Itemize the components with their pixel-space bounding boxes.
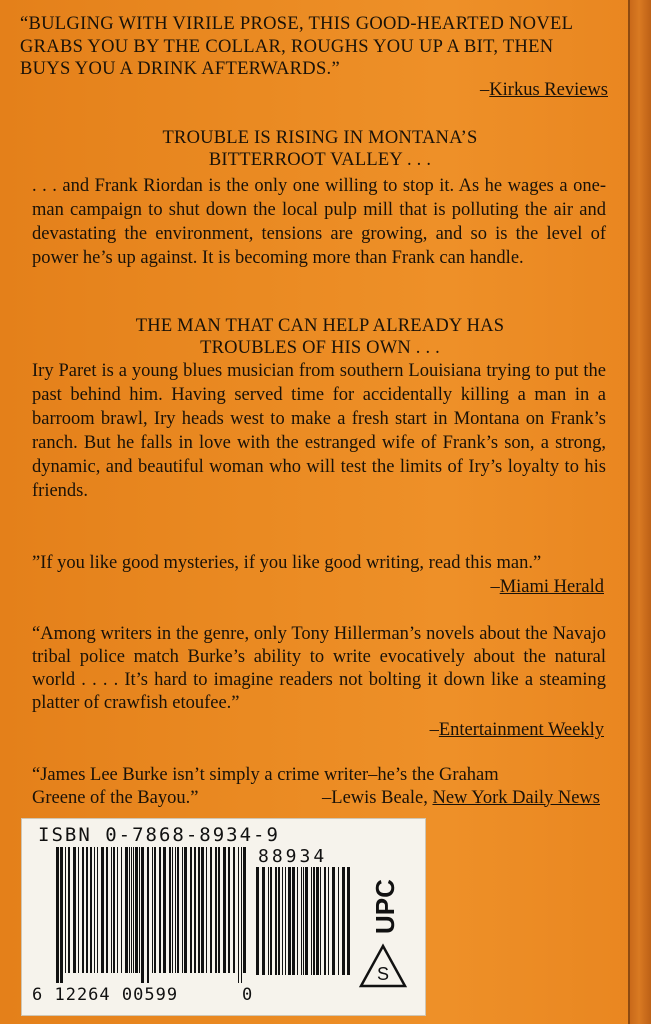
barcode-bar: [311, 867, 312, 975]
barcode-bar: [241, 847, 242, 983]
miami-herald-dash: –: [490, 577, 500, 597]
barcode-bar: [169, 847, 171, 973]
barcode-bar: [135, 847, 138, 973]
barcode-bar: [129, 847, 130, 973]
barcode-bar: [113, 847, 115, 973]
book-spine: [628, 0, 651, 1024]
barcode-bar: [184, 847, 187, 973]
entertainment-weekly-dash: –: [429, 720, 439, 740]
upc-supplement-number: 88934: [258, 846, 328, 867]
barcode-bar: [106, 847, 108, 973]
barcode-bar: [297, 867, 298, 975]
barcode-bar: [324, 867, 326, 975]
barcode-bar: [288, 867, 291, 975]
heading-man-can-help-line2: TROUBLES OF HIS OWN . . .: [200, 338, 440, 358]
isbn-number: ISBN 0-7868-8934-9: [38, 824, 280, 846]
barcode-bar: [194, 847, 196, 973]
upc-label: [370, 879, 401, 934]
barcode-bar: [147, 847, 149, 983]
entertainment-weekly-attribution: [340, 720, 604, 741]
barcode-bar: [97, 847, 98, 973]
barcode-bar: [338, 867, 339, 975]
barcode-bar: [303, 867, 304, 975]
barcode-bar: [65, 847, 66, 973]
barcode-bar: [90, 847, 92, 973]
kirkus-quote-line2: GRABS YOU BY THE COLLAR, ROUGHS YOU UP A BIT, THEN: [20, 36, 554, 57]
heading-trouble-rising-line2: BITTERROOT VALLEY . . .: [208, 150, 432, 170]
barcode-bar: [270, 867, 272, 975]
barcode-sticker: [21, 818, 426, 1016]
barcode-bar: [117, 847, 118, 973]
barcode-bar: [278, 867, 280, 975]
barcode-bar: [292, 867, 295, 975]
barcode-bar: [342, 867, 345, 975]
kirkus-quote-line3: BUYS YOU A DRINK AFTERWARDS.”: [20, 59, 340, 79]
barcode-bar: [82, 847, 84, 973]
barcode-bar: [125, 847, 128, 973]
barcode-bar: [301, 867, 302, 975]
barcode-bar: [313, 867, 315, 975]
barcode-bar: [68, 847, 70, 973]
barcode-bar: [56, 847, 59, 983]
daily-news-quote-line1: “James Lee Burke isn’t simply a crime writer–he’s the Graham: [32, 765, 499, 785]
barcode-bar: [198, 847, 200, 973]
paragraph-iry-paret: Iry Paret is a young blues musician from southern Louisiana trying to put the past behind him. Having served time for accidentally killing a man in a barroom brawl, Iry heads west to make a fresh start in Montana on Frank’s ranch. But he falls in love with the estranged wife of Frank’s son, a strong, dynamic, and beautiful woman who will test the limits of Iry’s loyalty to his friends.: [32, 361, 606, 501]
barcode-bar: [163, 847, 166, 973]
daily-news-attribution: [322, 787, 600, 810]
barcode-bar: [332, 867, 335, 975]
miami-herald-source: Miami Herald: [499, 577, 604, 597]
barcode-bar: [233, 847, 235, 973]
barcode-bar: [73, 847, 76, 973]
miami-herald-quote: ”If you like good mysteries, if you like good writing, read this man.”: [32, 553, 542, 573]
barcode-bar: [159, 847, 161, 973]
barcode-bar: [121, 847, 122, 973]
daily-news-author: –Lewis Beale,: [322, 787, 433, 808]
barcode-bar: [328, 867, 329, 975]
entertainment-weekly-source: Entertainment Weekly: [438, 720, 604, 740]
barcode-bar: [268, 867, 269, 975]
upc-digits: 6 12264 00599: [32, 985, 179, 1005]
heading-man-can-help: [20, 315, 620, 359]
barcode-bar: [316, 867, 319, 975]
barcode-bar: [177, 847, 179, 973]
barcode-bar: [152, 847, 153, 973]
barcode-bar: [320, 867, 321, 975]
barcode-bar: [282, 867, 283, 975]
kirkus-quote: [20, 13, 620, 81]
barcode-bar: [223, 847, 226, 973]
barcode-bar: [210, 847, 212, 973]
barcode-bar: [256, 867, 259, 975]
kirkus-quote-line1: “BULGING WITH VIRILE PROSE, THIS GOOD-HEARTED NOVEL: [20, 14, 574, 34]
barcode-bar: [182, 847, 183, 973]
barcode-bar: [347, 867, 350, 975]
kirkus-source: Kirkus Reviews: [489, 80, 608, 100]
barcode-bar: [275, 867, 277, 975]
miami-herald-attribution: [400, 577, 604, 598]
paragraph-frank-riordan: . . . and Frank Riordan is the only one willing to stop it. As he wages a one-man campaign to shut down the local pulp mill that is polluting the air and devastating the environment, tensions are growing, and so is the level of power he’s up against. It is becoming more than Frank can handle.: [32, 176, 606, 268]
barcode-bar: [86, 847, 88, 973]
barcode-bar: [218, 847, 220, 973]
upc-barcode: [56, 847, 251, 983]
upc-label-text: UPC: [370, 879, 400, 934]
barcode-bar: [141, 847, 144, 983]
barcode-bar: [215, 847, 217, 973]
barcode-bar: [78, 847, 79, 973]
barcode-bar: [175, 847, 176, 973]
entertainment-weekly-quote: “Among writers in the genre, only Tony Hillerman’s novels about the Navajo tribal police match Burke’s ability to write evocatively about the natural world . . . . It’s hard to imagine readers not bolting it down like a steaming platter of crawfish etoufee.”: [32, 624, 606, 713]
heading-trouble-rising-line1: TROUBLE IS RISING IN MONTANA’S: [162, 128, 478, 148]
barcode-bar: [111, 847, 112, 973]
barcode-bar: [101, 847, 104, 973]
barcode-bar: [154, 847, 156, 973]
barcode-bar: [131, 847, 132, 973]
barcode-bar: [238, 847, 239, 983]
daily-news-quote: [32, 764, 612, 809]
barcode-bar: [285, 867, 286, 975]
barcode-bar: [60, 847, 63, 983]
daily-news-source: New York Daily News: [432, 787, 600, 808]
barcode-bar: [201, 847, 204, 973]
upc-supplement-barcode: [256, 867, 350, 985]
upc-check-digit: 0: [242, 985, 253, 1005]
barcode-bar: [133, 847, 134, 973]
daily-news-quote-line2: Greene of the Bayou.”: [32, 787, 199, 808]
heading-man-can-help-line1: THE MAN THAT CAN HELP ALREADY HAS: [135, 316, 505, 336]
barcode-bar: [228, 847, 230, 973]
barcode-bar: [172, 847, 173, 973]
barcode-bar: [206, 847, 207, 973]
barcode-bar: [305, 867, 308, 975]
kirkus-attribution: [400, 80, 608, 101]
barcode-bar: [94, 847, 95, 973]
kirkus-dash: –: [480, 80, 490, 100]
barcode-bar: [262, 867, 265, 975]
barcode-bar: [190, 847, 192, 973]
daily-news-quote-line2-row: [32, 787, 612, 810]
barcode-bar: [243, 847, 246, 973]
barcode-bar: [139, 847, 140, 973]
price-code-symbol: S: [376, 964, 390, 984]
heading-trouble-rising: [20, 127, 620, 171]
price-code-triangle-icon: [358, 943, 408, 989]
